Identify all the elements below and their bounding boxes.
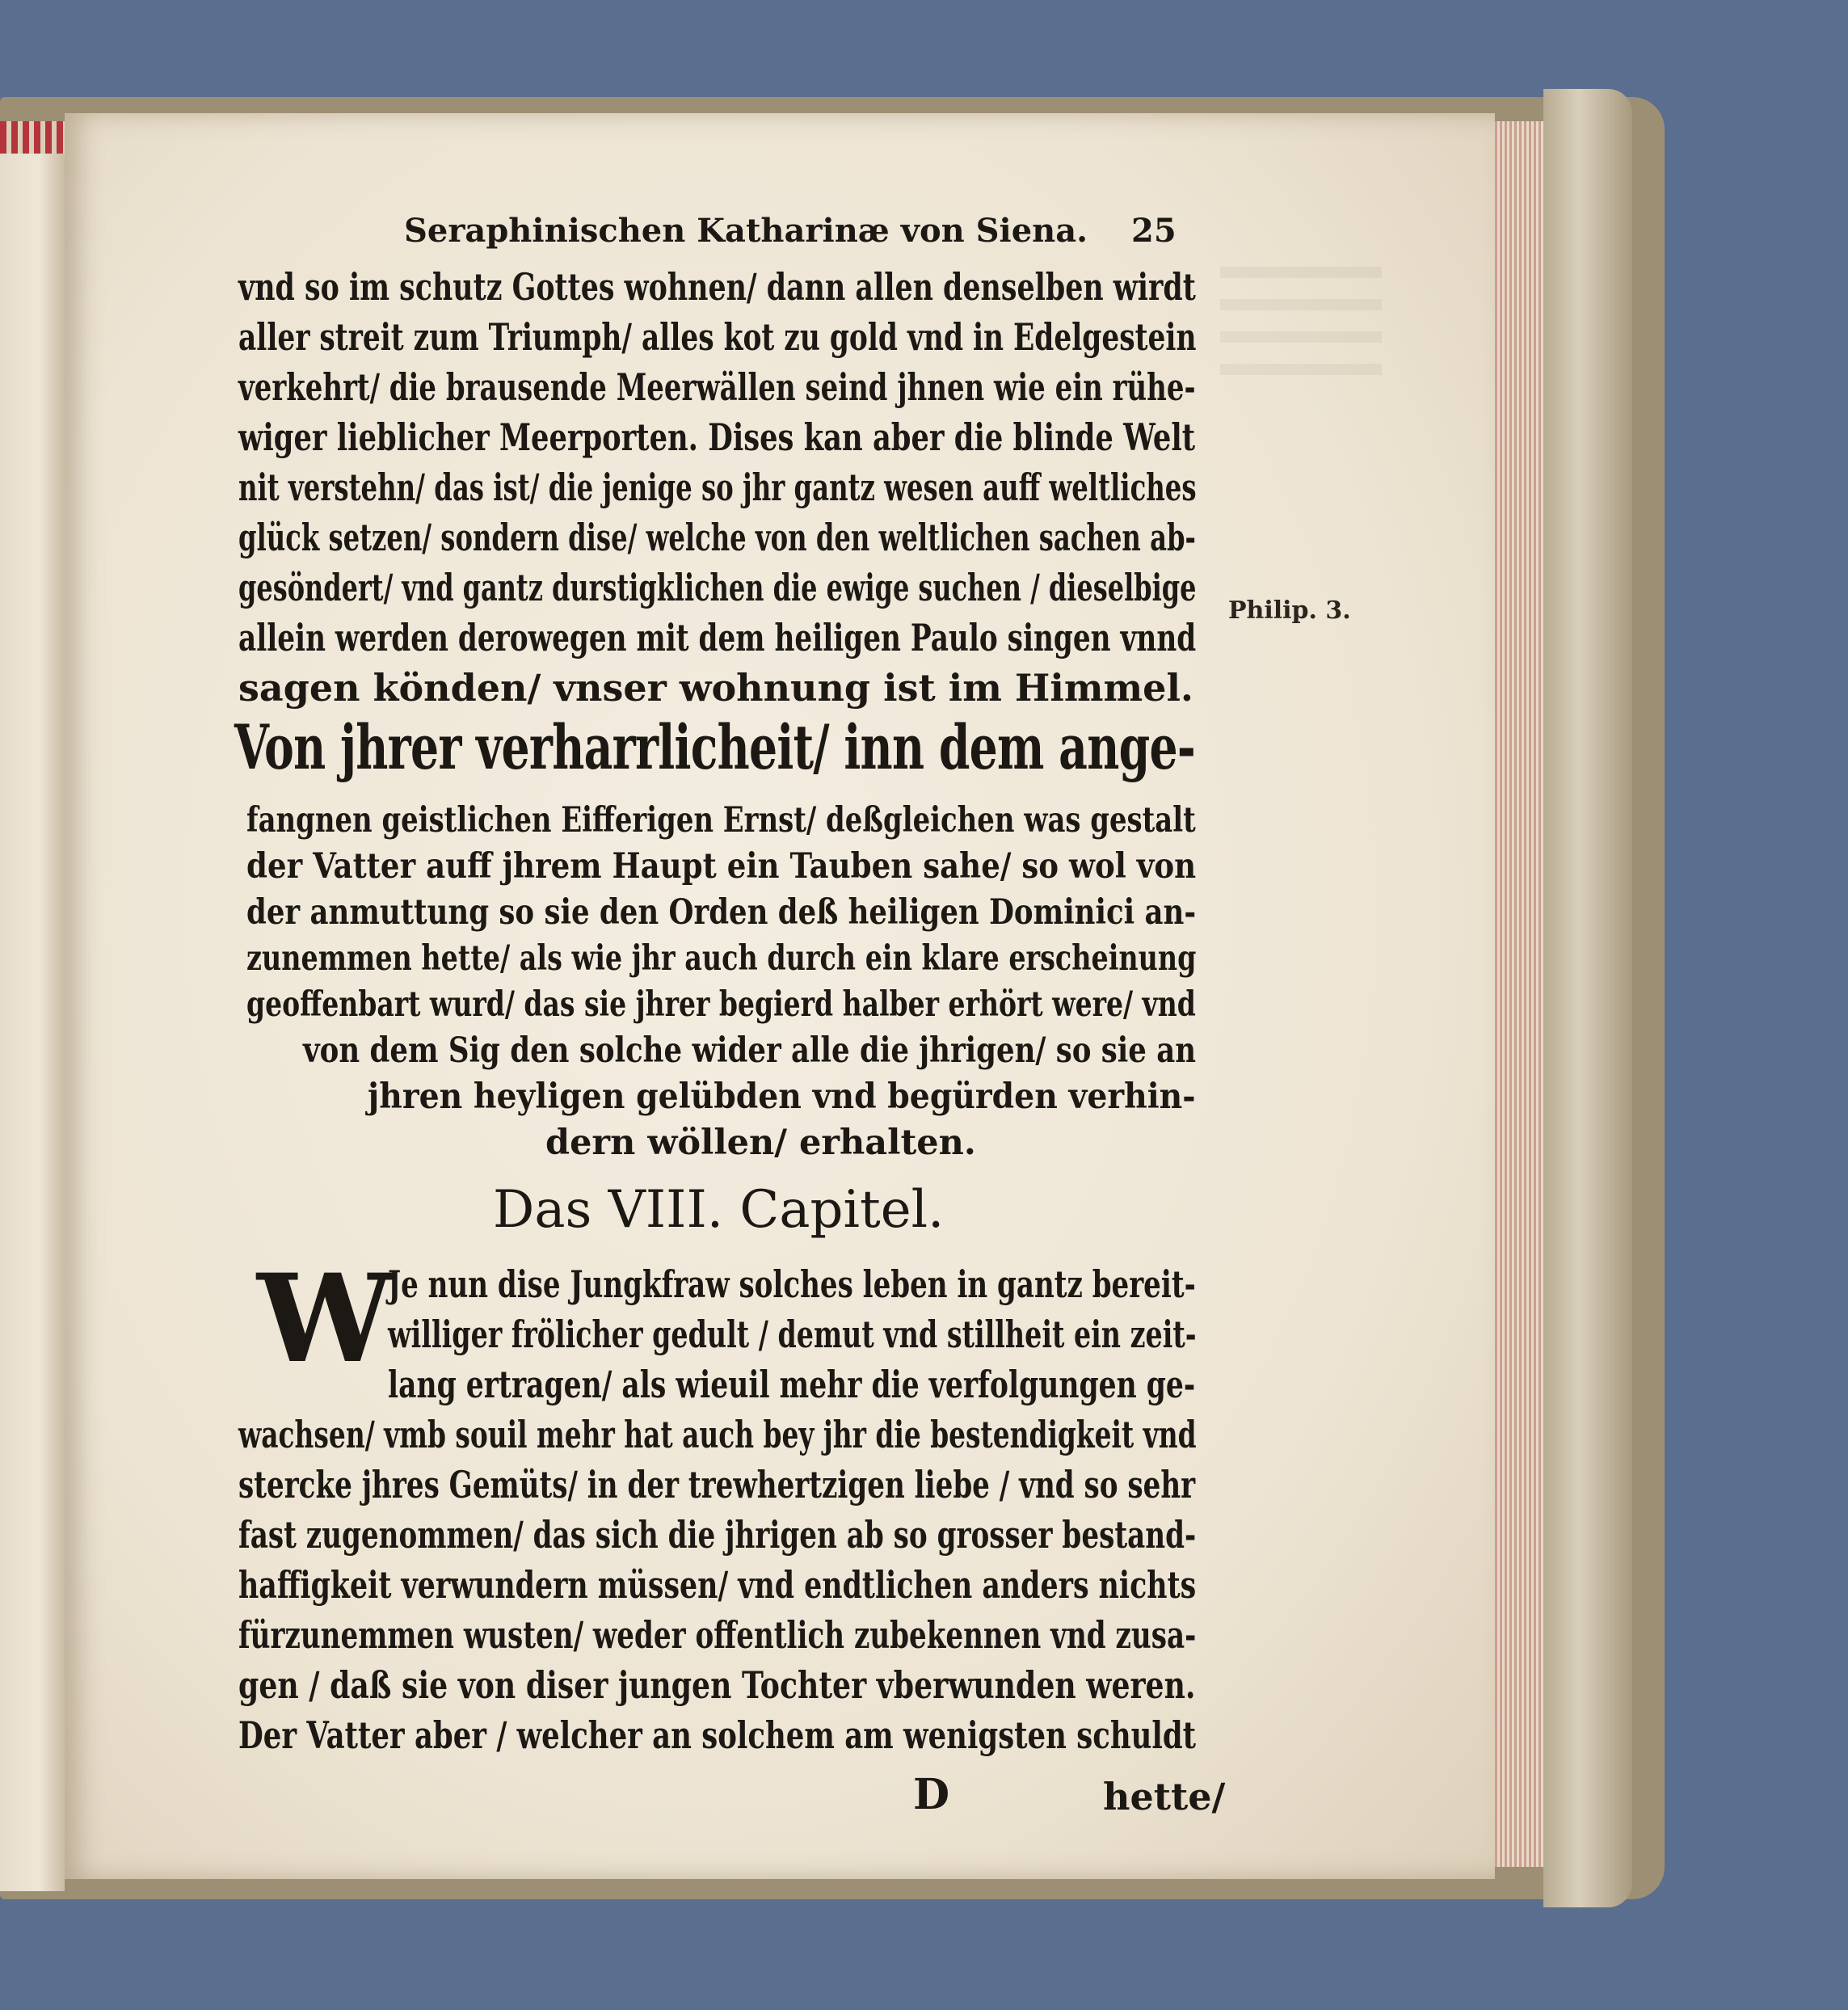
running-title: Seraphinischen Katharinæ von Siena. bbox=[404, 212, 1088, 250]
left-page-edge bbox=[0, 137, 65, 1891]
heading-line: der Vatter auff jhrem Haupt ein Tauben sahe/ so wol von bbox=[246, 846, 1197, 887]
section-heading: Von jhrer verharrlicheit/ inn dem ange- bbox=[234, 711, 1196, 783]
body-line: lang ertragen/ als wieuil mehr die verfolgungen ge- bbox=[388, 1363, 1196, 1406]
body-line: stercke jhres Gemüts/ in der trewhertzigen liebe / vnd so sehr bbox=[238, 1463, 1196, 1506]
margin-note: Philip. 3. bbox=[1228, 596, 1351, 625]
page-number: 25 bbox=[1131, 212, 1177, 250]
body-line: Der Vatter aber / welcher an solchem am wenigsten schuldt bbox=[238, 1713, 1197, 1757]
heading-line: dern wöllen/ erhalten. bbox=[545, 1123, 976, 1163]
heading-line: jhren heyligen gelübden vnd begürden verhin- bbox=[368, 1077, 1196, 1117]
binding-thread bbox=[0, 121, 65, 154]
body-line: sagen könden/ vnser wohnung ist im Himmel. bbox=[238, 666, 1193, 710]
signature-mark: D bbox=[913, 1770, 950, 1819]
body-line: gen / daß sie von diser jungen Tochter vberwunden weren. bbox=[238, 1663, 1196, 1707]
body-line: Je nun dise Jungkfraw solches leben in gantz bereit- bbox=[388, 1262, 1196, 1306]
body-line: glück setzen/ sondern dise/ welche von den weltlichen sachen ab- bbox=[238, 516, 1196, 559]
heading-line: fangnen geistlichen Eifferigen Ernst/ deßgleichen was gestalt bbox=[246, 800, 1196, 841]
heading-line: von dem Sig den solche wider alle die jhrigen/ so sie an bbox=[303, 1030, 1197, 1071]
body-line: verkehrt/ die brausende Meerwällen seind jhnen wie ein rühe- bbox=[238, 365, 1196, 409]
body-line: nit verstehn/ das ist/ die jenige so jhr gantz wesen auff weltliches bbox=[238, 466, 1197, 509]
page-edges bbox=[1495, 121, 1543, 1867]
body-line: fast zugenommen/ das sich die jhrigen ab so grosser bestand- bbox=[238, 1513, 1197, 1557]
body-line: aller streit zum Triumph/ alles kot zu gold vnd in Edelgestein bbox=[238, 315, 1197, 359]
body-line: wiger lieblicher Meerporten. Dises kan aber die blinde Welt bbox=[238, 415, 1196, 459]
book-fore-edge-cover bbox=[1543, 89, 1632, 1907]
body-line: allein werden derowegen mit dem heiligen Paulo singen vnnd bbox=[238, 616, 1197, 659]
body-line: williger frölicher gedult / demut vnd stillheit ein zeit- bbox=[388, 1313, 1197, 1356]
body-line: wachsen/ vmb souil mehr hat auch bey jhr die bestendigkeit vnd bbox=[238, 1413, 1197, 1456]
heading-line: geoffenbart wurd/ das sie jhrer begierd halber erhört were/ vnd bbox=[246, 984, 1196, 1025]
ink-show-through bbox=[1220, 267, 1382, 380]
body-line: fürzunemmen wusten/ weder offentlich zubekennen vnd zusa- bbox=[238, 1613, 1197, 1657]
body-line: gesöndert/ vnd gantz durstigklichen die ewige suchen / dieselbige bbox=[238, 566, 1197, 609]
heading-line: der anmuttung so sie den Orden deß heiligen Dominici an- bbox=[246, 892, 1197, 933]
heading-line: zunemmen hette/ als wie jhr auch durch ein klare erscheinung bbox=[246, 938, 1197, 979]
body-line: vnd so im schutz Gottes wohnen/ dann allen denselben wirdt bbox=[238, 265, 1196, 309]
decorated-initial: W bbox=[257, 1248, 394, 1390]
body-line: haffigkeit verwundern müssen/ vnd endtlichen anders nichts bbox=[238, 1563, 1197, 1607]
chapter-title: Das VIII. Capitel. bbox=[493, 1180, 945, 1240]
catchword: hette/ bbox=[1103, 1775, 1226, 1818]
